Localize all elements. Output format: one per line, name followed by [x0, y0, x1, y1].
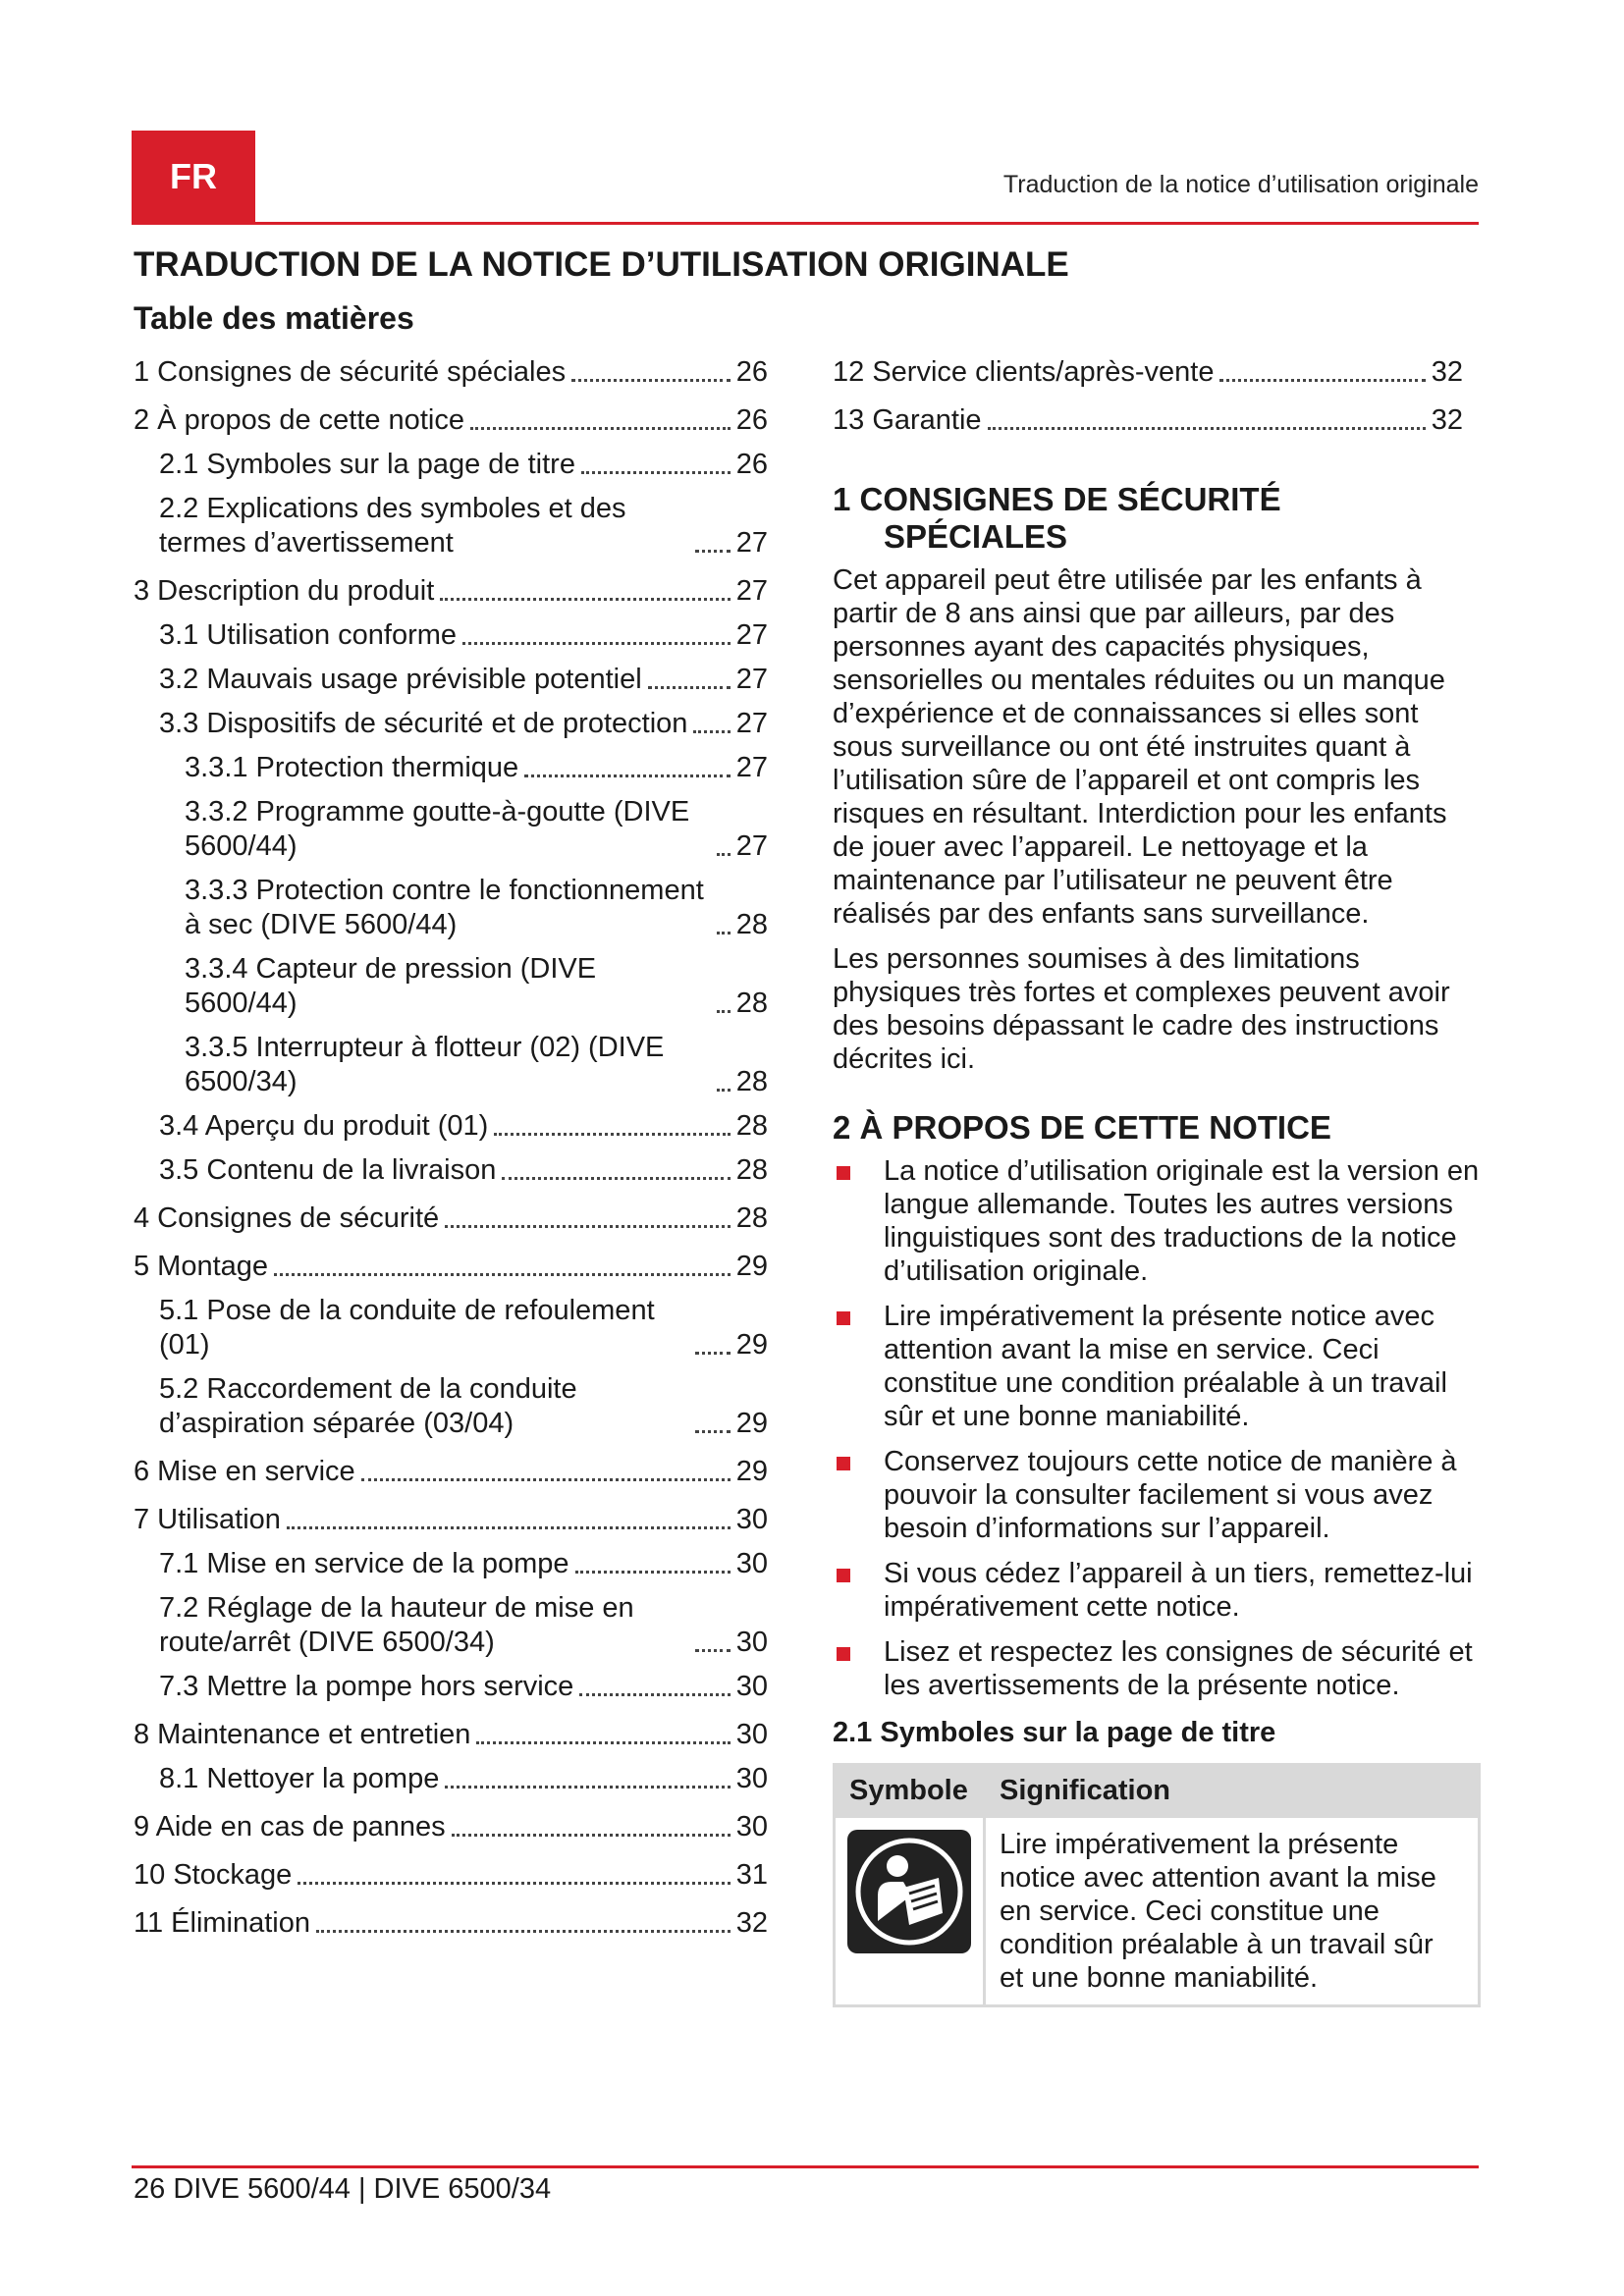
toc-entry-page: 32 — [1431, 356, 1463, 388]
toc-entry[interactable] — [833, 403, 1463, 438]
toc-entry-page: 32 — [735, 1907, 768, 1939]
bullet-square-icon — [837, 1647, 850, 1661]
toc-entry-text: 9 Aide en cas de pannes — [134, 1811, 446, 1842]
meaning-cell: Lire impérativement la présente notice avec attention avant la mise en service. Ceci constitue une condition préalable à un travail sûr et une bonne maniabilité. — [985, 1817, 1480, 2006]
toc-entry-page: 28 — [735, 1110, 768, 1142]
toc-entry-text: 3.3.1 Protection thermique — [185, 752, 519, 783]
table-of-contents — [134, 355, 768, 1950]
section-2-heading: 2 À PROPOS DE CETTE NOTICE — [833, 1109, 1331, 1146]
toc-entry-page: 30 — [735, 1627, 768, 1658]
section-1-paragraph-2: Les personnes soumises à des limitations physiques très fortes et complexes peuvent avoir des besoins dépassant le cadre des instructions décrites ici. — [833, 943, 1450, 1075]
toc-entry-text: 3.3.3 Protection contre le fonctionnement à sec (DIVE 5600/44) — [185, 875, 704, 940]
section-1-heading — [833, 481, 1481, 556]
toc-leader — [445, 1785, 730, 1789]
toc-entry-page: 30 — [735, 1763, 768, 1794]
toc-leader — [361, 1477, 731, 1481]
toc-leader — [440, 597, 730, 601]
toc-entry[interactable] — [134, 1810, 768, 1844]
list-item — [833, 1300, 1481, 1433]
toc-entry-text: 1 Consignes de sécurité spéciales — [134, 356, 567, 388]
toc-entry-page: 27 — [735, 527, 768, 559]
toc-entry-page: 30 — [735, 1504, 768, 1535]
toc-entry-page: 28 — [735, 1202, 768, 1234]
toc-entry-text: 2.2 Explications des symboles et des termes d’avertissement — [159, 493, 626, 559]
toc-leader — [648, 685, 731, 689]
toc-entry[interactable] — [134, 751, 768, 785]
page-footer: 26 DIVE 5600/44 | DIVE 6500/34 — [134, 2173, 552, 2205]
toc-entry-page: 29 — [735, 1329, 768, 1361]
toc-entry-text: 3.3.2 Programme goutte-à-goutte (DIVE 5600/44) — [185, 796, 690, 862]
toc-entry[interactable] — [134, 1372, 768, 1441]
toc-leader — [717, 931, 731, 934]
toc-entry-page: 27 — [735, 575, 768, 607]
toc-leader — [695, 1648, 731, 1652]
header-divider — [132, 222, 1479, 225]
toc-entry[interactable] — [134, 707, 768, 741]
toc-leader — [717, 1088, 731, 1092]
toc-entry[interactable] — [134, 448, 768, 482]
toc-entry-text: 2.1 Symboles sur la page de titre — [159, 449, 575, 480]
document-title: TRADUCTION DE LA NOTICE D’UTILISATION ORIGINALE — [134, 245, 1069, 284]
toc-entry-text: 4 Consignes de sécurité — [134, 1202, 440, 1234]
toc-leader — [695, 1429, 731, 1433]
toc-leader — [988, 426, 1426, 430]
toc-leader — [287, 1525, 731, 1529]
toc-entry[interactable] — [134, 1858, 768, 1893]
toc-entry[interactable] — [134, 1503, 768, 1537]
toc-entry[interactable] — [134, 355, 768, 390]
toc-leader — [695, 1351, 731, 1355]
toc-entry-text: 3.5 Contenu de la livraison — [159, 1154, 497, 1186]
toc-leader — [581, 470, 731, 474]
toc-entry[interactable] — [134, 952, 768, 1021]
toc-entry-page: 28 — [735, 1154, 768, 1186]
toc-entry[interactable] — [134, 403, 768, 438]
toc-leader — [579, 1692, 730, 1696]
toc-entry-text: 11 Élimination — [134, 1907, 311, 1939]
toc-entry-page: 29 — [735, 1251, 768, 1282]
list-item — [833, 1557, 1481, 1624]
symbols-table — [833, 1763, 1481, 2007]
toc-entry-text: 7.2 Réglage de la hauteur de mise en route/arrêt (DIVE 6500/34) — [159, 1592, 634, 1658]
toc-entry[interactable] — [134, 795, 768, 864]
toc-leader — [502, 1176, 730, 1180]
toc-leader — [494, 1132, 730, 1136]
toc-leader — [452, 1833, 731, 1837]
toc-leader — [274, 1272, 731, 1276]
toc-entry[interactable] — [134, 1718, 768, 1752]
toc-entry-text: 3.3.4 Capteur de pression (DIVE 5600/44) — [185, 953, 597, 1019]
toc-entry-page: 30 — [735, 1671, 768, 1702]
toc-entry-page: 28 — [735, 1066, 768, 1097]
toc-leader — [575, 1570, 731, 1574]
toc-entry-text: 12 Service clients/après-vente — [833, 356, 1215, 388]
toc-entry[interactable] — [134, 574, 768, 609]
toc-entry-text: 10 Stockage — [134, 1859, 293, 1891]
toc-entry-text: 7.1 Mise en service de la pompe — [159, 1548, 569, 1579]
toc-leader — [462, 641, 731, 645]
table-header-meaning: Signification — [985, 1765, 1480, 1817]
toc-entry-text: 3.3.5 Interrupteur à flotteur (02) (DIVE 6500/34) — [185, 1032, 665, 1097]
table-header-row — [835, 1765, 1480, 1817]
toc-entry-text: 3.1 Utilisation conforme — [159, 619, 458, 651]
toc-entry[interactable] — [134, 1906, 768, 1941]
toc-entry[interactable] — [134, 1153, 768, 1188]
table-of-contents-continued — [833, 355, 1463, 448]
toc-entry[interactable] — [134, 1591, 768, 1660]
toc-leader — [470, 426, 731, 430]
toc-entry-text: 13 Garantie — [833, 404, 982, 436]
bullet-square-icon — [837, 1311, 850, 1325]
toc-entry-page: 31 — [735, 1859, 768, 1891]
toc-entry-page: 29 — [735, 1408, 768, 1439]
section-1-paragraph-1: Cet appareil peut être utilisée par les enfants à partir de 8 ans ainsi que par ailleurs, par des personnes ayant des capacités physiques, sensorielles ou mentales réduites ou un manque d’expérience et de connaissances si elles sont sous surveillance ou ont été instruites quant à l’utilisation sûre de l’appareil et ont compris les risques en résultant. Interdiction pour les enfants de jouer avec l’appareil. Le nettoyage et la maintenance par l’utilisateur ne peuvent être réalisés par des enfants sans surveillance. — [833, 564, 1447, 930]
toc-entry[interactable] — [134, 663, 768, 697]
toc-entry-text: 3.3 Dispositifs de sécurité et de protection — [159, 708, 688, 739]
toc-entry-text: 8 Maintenance et entretien — [134, 1719, 471, 1750]
toc-entry-page: 30 — [735, 1811, 768, 1842]
toc-leader — [524, 774, 731, 777]
toc-entry[interactable] — [134, 1455, 768, 1489]
section-1-heading-line1: 1 CONSIGNES DE SÉCURITÉ — [833, 481, 1281, 517]
toc-entry-page: 27 — [735, 664, 768, 695]
toc-entry-text: 7 Utilisation — [134, 1504, 281, 1535]
toc-entry-page: 28 — [735, 988, 768, 1019]
toc-entry-page: 30 — [735, 1548, 768, 1579]
toc-entry[interactable] — [134, 618, 768, 653]
toc-entry[interactable] — [134, 1109, 768, 1144]
symbol-cell — [835, 1817, 985, 2006]
list-item — [833, 1154, 1481, 1288]
toc-entry-text: 8.1 Nettoyer la pompe — [159, 1763, 440, 1794]
bullet-square-icon — [837, 1569, 850, 1582]
read-manual-icon — [847, 1830, 971, 1953]
toc-entry-text: 6 Mise en service — [134, 1456, 355, 1487]
toc-entry[interactable] — [134, 492, 768, 561]
toc-leader — [1219, 378, 1425, 382]
table-header-symbol: Symbole — [835, 1765, 985, 1817]
toc-entry-page: 32 — [1431, 404, 1463, 436]
toc-leader — [316, 1929, 731, 1933]
toc-entry-text: 5.1 Pose de la conduite de refoulement (01) — [159, 1295, 655, 1361]
list-item-text: Lisez et respectez les consignes de sécurité et les avertissements de la présente notice. — [884, 1636, 1473, 1701]
list-item-text: Lire impérativement la présente notice avec attention avant la mise en service. Ceci constitue une condition préalable à un travail sûr et une bonne maniabilité. — [884, 1301, 1447, 1432]
toc-leader — [717, 852, 731, 856]
toc-entry-text: 7.3 Mettre la pompe hors service — [159, 1671, 574, 1702]
toc-entry[interactable] — [134, 1670, 768, 1704]
toc-entry-page: 26 — [735, 404, 768, 436]
toc-entry-page: 27 — [735, 752, 768, 783]
toc-entry[interactable] — [134, 1201, 768, 1236]
section-2-1-heading: 2.1 Symboles sur la page de titre — [833, 1717, 1276, 1748]
toc-entry-page: 29 — [735, 1456, 768, 1487]
list-item — [833, 1445, 1481, 1545]
footer-divider — [132, 2165, 1479, 2168]
toc-entry[interactable] — [134, 1762, 768, 1796]
toc-leader — [717, 1009, 731, 1013]
toc-entry[interactable] — [134, 1294, 768, 1362]
section-2-bullets — [833, 1154, 1481, 1702]
toc-leader — [476, 1740, 730, 1744]
toc-entry-text: 3.2 Mauvais usage prévisible potentiel — [159, 664, 642, 695]
toc-heading: Table des matières — [134, 300, 414, 336]
toc-entry-page: 26 — [735, 449, 768, 480]
list-item-text: La notice d’utilisation originale est la version en langue allemande. Toutes les autres versions linguistiques sont des traductions de la notice d’utilisation originale. — [884, 1155, 1480, 1287]
list-item-text: Si vous cédez l’appareil à un tiers, remettez-lui impérativement cette notice. — [884, 1558, 1473, 1623]
toc-entry-page: 30 — [735, 1719, 768, 1750]
toc-entry-text: 3.4 Aperçu du produit (01) — [159, 1110, 489, 1142]
toc-leader — [695, 549, 731, 553]
toc-entry-text: 2 À propos de cette notice — [134, 404, 464, 436]
toc-entry-page: 27 — [735, 619, 768, 651]
toc-entry-page: 27 — [735, 830, 768, 862]
toc-leader — [693, 729, 730, 733]
toc-entry-text: 5 Montage — [134, 1251, 269, 1282]
toc-entry-text: 5.2 Raccordement de la conduite d’aspiration séparée (03/04) — [159, 1373, 577, 1439]
list-item-text: Conservez toujours cette notice de manière à pouvoir la consulter facilement si vous avez besoin d’informations sur l’appareil. — [884, 1446, 1457, 1544]
toc-entry-page: 27 — [735, 708, 768, 739]
section-1-heading-line2: SPÉCIALES — [884, 518, 1068, 555]
toc-entry-text: 3 Description du produit — [134, 575, 435, 607]
content-column — [833, 481, 1481, 2007]
running-title: Traduction de la notice d’utilisation originale — [1002, 171, 1479, 198]
toc-entry[interactable] — [833, 355, 1463, 390]
toc-entry[interactable] — [134, 1031, 768, 1099]
toc-leader — [571, 378, 731, 382]
toc-entry-page: 26 — [735, 356, 768, 388]
bullet-square-icon — [837, 1166, 850, 1180]
toc-entry[interactable] — [134, 874, 768, 942]
list-item — [833, 1635, 1481, 1702]
table-row — [835, 1817, 1480, 2006]
toc-entry[interactable] — [134, 1547, 768, 1581]
bullet-square-icon — [837, 1457, 850, 1470]
toc-leader — [445, 1224, 731, 1228]
toc-entry-page: 28 — [735, 909, 768, 940]
toc-leader — [298, 1881, 731, 1885]
language-tab: FR — [132, 131, 255, 223]
toc-entry[interactable] — [134, 1250, 768, 1284]
